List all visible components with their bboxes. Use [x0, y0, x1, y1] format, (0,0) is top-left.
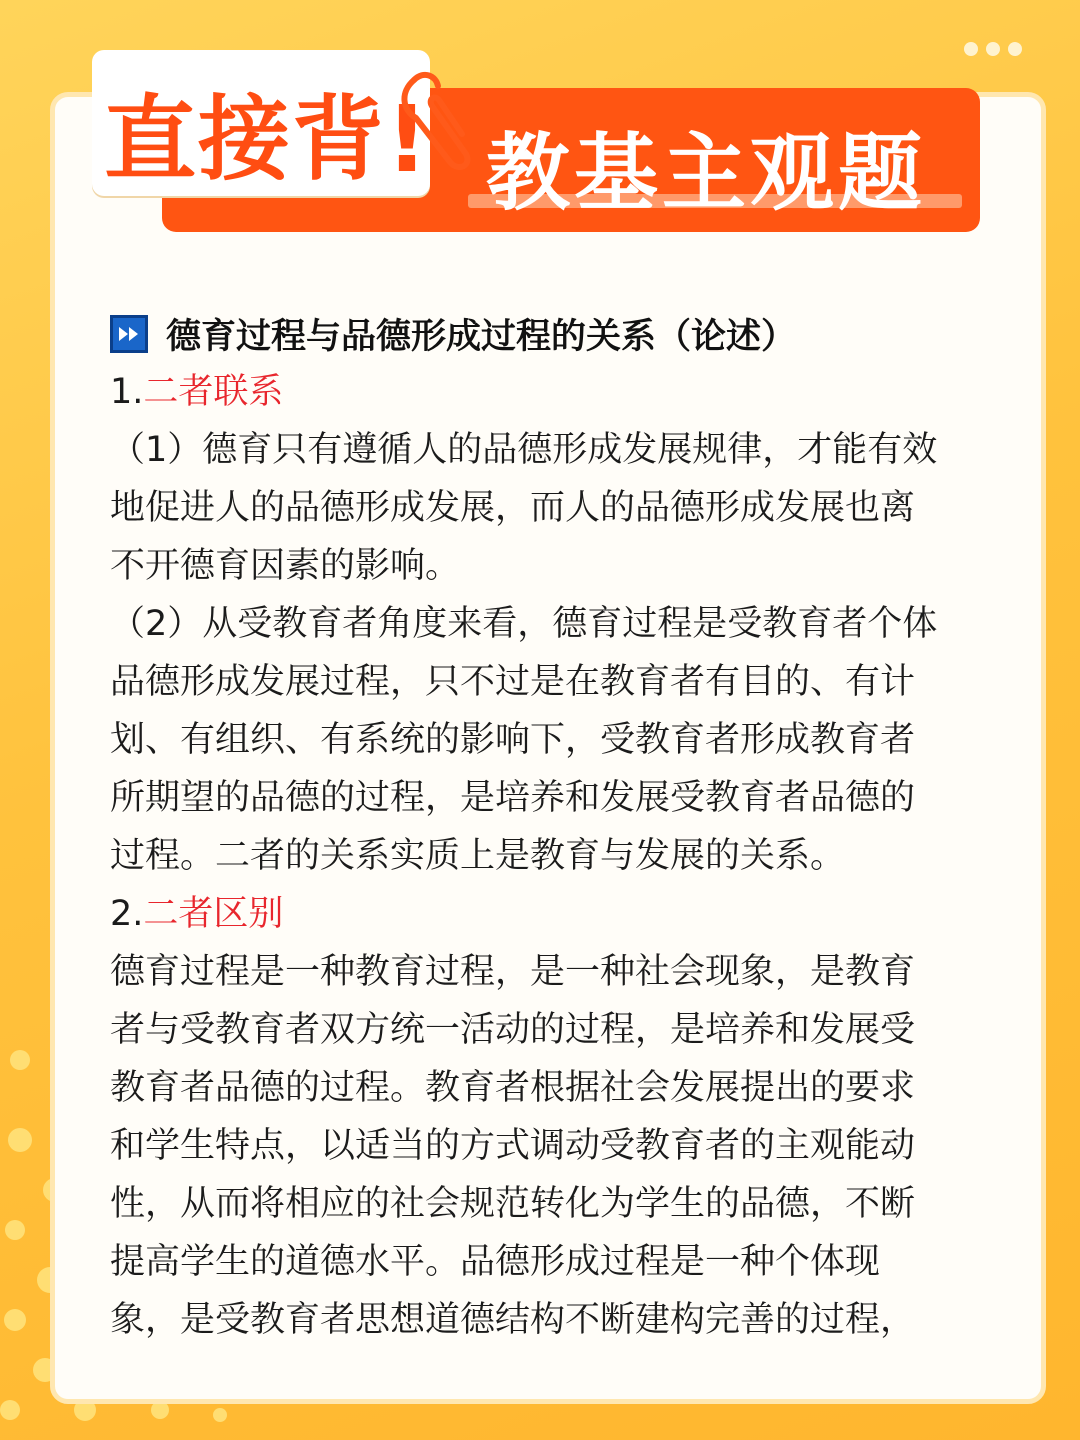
- point-label: 二者区别: [143, 894, 284, 934]
- dot: [986, 42, 1000, 56]
- paragraph-line: 所期望的品德的过程，是培养和发展受教育者品德的: [110, 778, 916, 818]
- paragraph-line: 不开德育因素的影响。: [110, 546, 461, 586]
- section-heading: [110, 305, 1000, 363]
- paragraph-line: 划、有组织、有系统的影响下，受教育者形成教育者: [110, 720, 916, 760]
- article-body: [110, 305, 1000, 1349]
- paragraph-line: 德育过程是一种教育过程，是一种社会现象，是教育: [110, 952, 916, 992]
- tag-text: 直接背!: [104, 86, 430, 193]
- paragraph-line: 象，是受教育者思想道德结构不断建构完善的过程，: [110, 1300, 916, 1340]
- point-number: 2.: [110, 894, 144, 934]
- paragraph-line: 品德形成发展过程，只不过是在教育者有目的、有计: [110, 662, 916, 702]
- window-dots-decoration: [964, 42, 1022, 56]
- point-label: 二者联系: [143, 372, 284, 412]
- point-number: 1.: [110, 372, 144, 412]
- paragraph-line: 性，从而将相应的社会规范转化为学生的品德，不断: [110, 1184, 916, 1224]
- section-heading-text: 德育过程与品德形成过程的关系（论述）: [166, 317, 797, 357]
- banner-title: 教基主观题: [486, 124, 927, 222]
- paperclip-icon: [392, 62, 472, 182]
- paragraph-line: 者与受教育者双方统一活动的过程，是培养和发展受: [110, 1010, 916, 1050]
- paragraph-line: 和学生特点，以适当的方式调动受教育者的主观能动: [110, 1126, 916, 1166]
- paragraph-line: 教育者品德的过程。教育者根据社会发展提出的要求: [110, 1068, 916, 1108]
- dot: [1008, 42, 1022, 56]
- point-title: [110, 885, 1000, 943]
- paragraph-line: （1）德育只有遵循人的品德形成发展规律，才能有效: [110, 430, 938, 470]
- paragraph-line: 过程。二者的关系实质上是教育与发展的关系。: [110, 836, 846, 876]
- fast-forward-icon: [110, 315, 148, 353]
- paragraph-line: （2）从受教育者角度来看，德育过程是受教育者个体: [110, 604, 938, 644]
- paragraph-line: 地促进人的品德形成发展，而人的品德形成发展也离: [110, 488, 916, 528]
- dot: [964, 42, 978, 56]
- paragraph-line: 提高学生的道德水平。品德形成过程是一种个体现: [110, 1242, 881, 1282]
- point-title: [110, 363, 1000, 421]
